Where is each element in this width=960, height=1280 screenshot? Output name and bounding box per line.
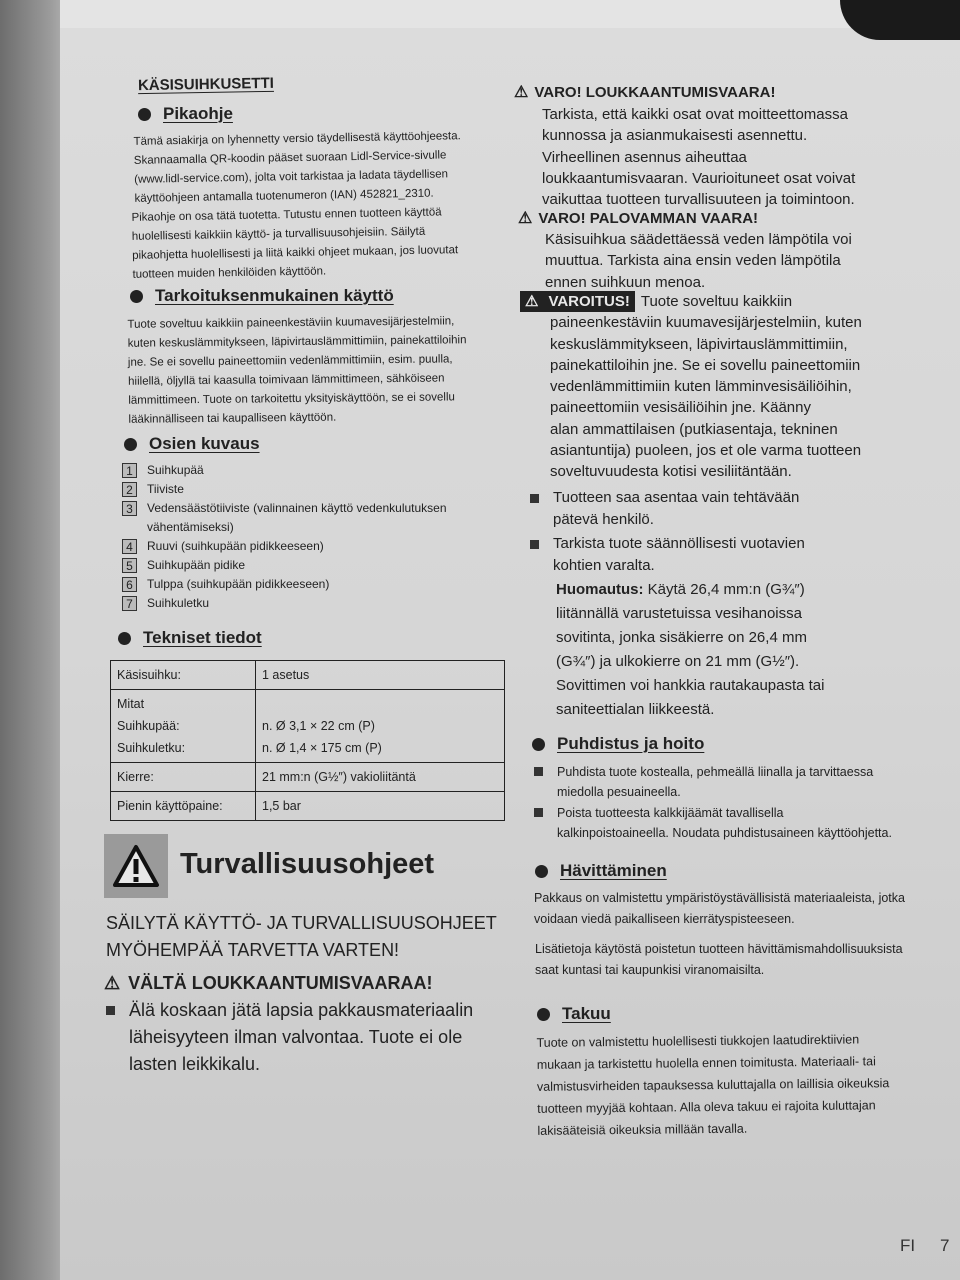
list-item bbox=[122, 499, 447, 537]
footer-page-number: 7 bbox=[940, 1236, 950, 1255]
table-row bbox=[111, 661, 505, 690]
clean-bullet-1 bbox=[534, 762, 873, 802]
text-line: Tarkista, että kaikki osat ovat moitteettomassa bbox=[542, 106, 848, 123]
warning-burn-heading bbox=[518, 208, 758, 228]
text-line: Tuote soveltuu kaikkiin bbox=[640, 293, 793, 310]
text-line: Puhdista tuote kostealla, pehmeällä liinalla ja tarvittaessa bbox=[557, 765, 874, 779]
heading-text: Puhdistus ja hoito bbox=[557, 734, 705, 753]
warning-triangle-icon: ⚠ bbox=[518, 210, 533, 227]
text-line: soveltuvuudesta kotisi vesiliitäntään. bbox=[550, 463, 792, 481]
heading-text: Pikaohje bbox=[163, 104, 233, 123]
note-label: Huomautus: bbox=[556, 581, 644, 598]
text-line: kuten keskuslämmitykseen, läpivirtauslämmittimiin, painekattiloihin bbox=[127, 334, 467, 350]
text-line: saniteettialan liikkeestä. bbox=[556, 701, 715, 718]
kaytto-paragraph bbox=[127, 312, 467, 430]
bullet-dot-icon bbox=[130, 290, 143, 303]
spec-key: Mitat bbox=[117, 697, 145, 711]
list-item bbox=[122, 575, 447, 594]
text-line: (G¾″) ja ulkokierre on 21 mm (G½″). bbox=[556, 653, 800, 670]
text-line: saat kuntasi tai kaupunkisi viranomaisilta. bbox=[535, 963, 765, 977]
table-row bbox=[111, 763, 505, 792]
clean-bullet-2 bbox=[534, 803, 892, 843]
part-number: 2 bbox=[122, 482, 137, 497]
document-title: KÄSISUIHKUSETTI bbox=[137, 74, 274, 95]
bullet-square-icon bbox=[534, 767, 543, 776]
bullet-dot-icon bbox=[532, 738, 545, 751]
part-number: 6 bbox=[122, 577, 137, 592]
text-line: huolellisesti kaikkiin käyttö- ja turvallisuusohjeisiin. Säilytä bbox=[131, 225, 426, 243]
text-line: Tuote soveltuu kaikkiin paineenkestäviin kuumavesijärjestelmiin, bbox=[127, 315, 455, 331]
text-line: Pikaohje on osa tätä tuotetta. Tutustu ennen tuotteen käyttöä bbox=[131, 206, 442, 224]
text-line: SÄILYTÄ KÄYTTÖ- JA TURVALLISUUSOHJEET bbox=[106, 913, 497, 933]
text-line: Tarkista tuote säännöllisesti vuotavien bbox=[553, 535, 805, 552]
text-line: Lisätietoja käytöstä poistetun tuotteen hävittämismahdollisuuksista bbox=[535, 942, 903, 956]
heading-text: Takuu bbox=[562, 1004, 611, 1023]
spec-value: n. Ø 3,1 × 22 cm (P) bbox=[262, 719, 375, 733]
spec-key: Kierre: bbox=[111, 763, 256, 792]
heading-havitys bbox=[535, 861, 667, 881]
list-item bbox=[122, 461, 447, 480]
list-item bbox=[122, 480, 447, 499]
warning-injury-heading bbox=[514, 82, 775, 102]
bullet-square-icon bbox=[534, 808, 543, 817]
text-line: pikaohjetta huolellisesti ja liitä kaikki ohjeet mukaan, jos luovutat bbox=[132, 244, 459, 262]
part-label: Ruuvi (suihkupään pidikkeeseen) bbox=[147, 539, 324, 553]
bullet-square-icon bbox=[530, 494, 539, 503]
page-top-edge bbox=[60, 0, 880, 28]
warning-text: VARO! PALOVAMMAN VAARA! bbox=[538, 209, 759, 227]
parts-list bbox=[122, 461, 447, 613]
safety-warning bbox=[104, 970, 432, 997]
text-line: alan ammattilaisen (putkiasentaja, tekninen bbox=[550, 420, 838, 438]
part-number: 3 bbox=[122, 501, 137, 516]
text-line: tuotteen muiden henkilöiden käyttöön. bbox=[132, 265, 327, 281]
bullet-dot-icon bbox=[124, 438, 137, 451]
varoitus-label: VAROITUS! bbox=[543, 291, 634, 312]
list-item bbox=[122, 537, 447, 556]
text-line: käyttöohjeen antamalla tuotenumeron (IAN) 452821_2310. bbox=[134, 187, 434, 205]
specs-table bbox=[110, 660, 505, 821]
text-line: tuotteen myyjää kohtaan. Alla oleva takuu ei rajoita kuluttajan bbox=[537, 1098, 876, 1116]
bullet-dot-icon bbox=[118, 632, 131, 645]
text-line: Tuotteen saa asentaa vain tehtävään bbox=[553, 489, 800, 506]
warning-text: VÄLTÄ LOUKKAANTUMISVAARAA! bbox=[128, 973, 433, 993]
spec-value: 1,5 bar bbox=[256, 792, 505, 821]
warning-burn-text bbox=[545, 229, 852, 293]
text-line: vaikuttaa tuotteen turvallisuuteen ja toimintoon. bbox=[542, 191, 855, 209]
warning-text: VARO! LOUKKAANTUMISVAARA! bbox=[534, 83, 776, 101]
bullet-dot-icon bbox=[138, 108, 151, 121]
check-bullet bbox=[530, 533, 805, 577]
warning-injury-text bbox=[542, 104, 855, 210]
text-line: mukaan ja tarkistettu huolella ennen toimitusta. Materiaali- tai bbox=[536, 1054, 876, 1072]
text-line: kalkinpoistoaineella. Noudata puhdistusaineen käyttöohjetta. bbox=[557, 826, 892, 840]
text-line: kunnossa ja asianmukaisesti asennettu. bbox=[542, 127, 808, 145]
spec-key: Käsisuihku: bbox=[111, 661, 256, 690]
text-line: paineettomiin vesisäiliöihin jne. Käänny bbox=[550, 399, 811, 417]
text-line: Tuote on valmistettu huolellisesti tiukkojen laatudirektiivien bbox=[536, 1032, 860, 1050]
part-label: Suihkupään pidike bbox=[147, 558, 246, 572]
text-line: painekattiloihin jne. Se ei sovellu paineettomiin bbox=[550, 356, 861, 374]
warning-triangle-icon: ⚠ bbox=[514, 84, 529, 101]
text-line: keskuslämmitykseen, läpivirtauslämmittimiin, bbox=[550, 335, 848, 353]
text-line: liitännällä varustetuissa vesihanoissa bbox=[556, 605, 802, 622]
text-line: muuttua. Tarkista aina ensin veden lämpötila bbox=[545, 252, 841, 270]
text-line: (www.lidl-service.com), jolta voit tarkistaa ja ladata täydellisen bbox=[134, 168, 449, 186]
spec-value: n. Ø 1,4 × 175 cm (P) bbox=[262, 741, 382, 755]
text-line: läheisyyteen ilman valvontaa. Tuote ei ole bbox=[129, 1027, 463, 1047]
spec-key: Suihkuletku: bbox=[117, 741, 186, 755]
text-line: Virheellinen asennus aiheuttaa bbox=[542, 148, 747, 166]
text-line: lämmittimeen. Tuote on tarkoitettu yksityiskäyttöön, se ei sovellu bbox=[128, 391, 455, 407]
text-line: vedenlämmittimiin kuten lämminvesisäiliöihin, bbox=[550, 378, 852, 396]
heading-takuu bbox=[537, 1004, 611, 1024]
bullet-square-icon bbox=[106, 1006, 115, 1015]
part-number: 1 bbox=[122, 463, 137, 478]
heading-kaytto bbox=[130, 286, 394, 306]
part-label-cont: vähentämiseksi) bbox=[147, 520, 234, 534]
havitys-para-2 bbox=[535, 939, 903, 981]
varoitus-block bbox=[520, 291, 862, 483]
text-line: Sovittimen voi hankkia rautakaupasta tai bbox=[556, 677, 825, 694]
table-row bbox=[111, 690, 505, 763]
text-line: Pakkaus on valmistettu ympäristöystävällisistä materiaaleista, jotka bbox=[534, 891, 905, 905]
text-line: paineenkestäviin kuumavesijärjestelmiin, kuten bbox=[550, 314, 862, 332]
bullet-dot-icon bbox=[535, 865, 548, 878]
part-label: Vedensäästötiiviste (valinnainen käyttö vedenkulutuksen bbox=[147, 501, 447, 515]
heading-text: Tarkoituksenmukainen käyttö bbox=[155, 286, 394, 305]
text-line: asiantuntija) puoleen, jos et ole varma tuotteen bbox=[550, 442, 862, 460]
heading-pikaohje bbox=[138, 104, 233, 124]
varoitus-badge: ⚠ bbox=[520, 291, 543, 312]
spec-value: 21 mm:n (G½″) vakioliitäntä bbox=[256, 763, 505, 792]
text-line: hiilellä, öljyllä tai kaasulla toimivaan lämmittimeen, sähköiseen bbox=[128, 372, 445, 388]
text-line: Poista tuotteesta kalkkijäämät tavallisella bbox=[557, 806, 784, 820]
text-line: MYÖHEMPÄÄ TARVETTA VARTEN! bbox=[106, 940, 400, 960]
text-line: lasten leikkikalu. bbox=[129, 1054, 261, 1074]
text-line: jne. Se ei sovellu paineettomiin vedenlämmittimiin, esim. puulla, bbox=[127, 353, 453, 369]
install-bullet bbox=[530, 487, 799, 531]
text-line: Skannaamalla QR-koodin pääset suoraan Lidl-Service-sivulle bbox=[133, 149, 447, 167]
heading-text: Tekniset tiedot bbox=[143, 628, 262, 647]
warning-triangle-icon bbox=[104, 834, 168, 898]
text-line: voidaan viedä paikalliseen kierrätyspisteeseen. bbox=[534, 912, 795, 926]
heading-puhdistus bbox=[532, 734, 704, 754]
heading-osat bbox=[124, 434, 260, 454]
pikaohje-para-2 bbox=[131, 203, 458, 285]
text-line: Tämä asiakirja on lyhennetty versio täydellisestä käyttöohjeesta. bbox=[133, 130, 461, 148]
text-line: pätevä henkilö. bbox=[553, 511, 654, 528]
safety-bullet bbox=[106, 997, 473, 1078]
text-line: lakisääteisiä oikeuksia millään tavalla. bbox=[537, 1121, 748, 1138]
text-line: sovitinta, jonka sisäkierre on 26,4 mm bbox=[556, 629, 807, 646]
part-label: Tiiviste bbox=[147, 482, 184, 496]
part-label: Suihkuletku bbox=[147, 596, 210, 610]
text-line: ennen suihkuun menoa. bbox=[545, 273, 706, 291]
part-label: Tulppa (suihkupään pidikkeeseen) bbox=[147, 577, 330, 591]
text-line: valmistusvirheiden tapauksessa kuluttajalla on laillisia oikeuksia bbox=[536, 1076, 890, 1094]
part-number: 7 bbox=[122, 596, 137, 611]
text-line: lääkinnälliseen tai kaupalliseen käyttöön. bbox=[128, 411, 337, 426]
text-line: Älä koskaan jätä lapsia pakkausmateriaalin bbox=[129, 1000, 474, 1020]
pikaohje-para-1 bbox=[133, 127, 462, 209]
text-line: loukkaantumisvaaran. Vaurioituneet osat voivat bbox=[542, 169, 856, 187]
text-line: Käsisuihkua säädettäessä veden lämpötila voi bbox=[545, 231, 852, 248]
bullet-square-icon bbox=[530, 540, 539, 549]
spec-key: Suihkupää: bbox=[117, 719, 180, 733]
warning-triangle-icon: ⚠ bbox=[104, 973, 121, 993]
heading-text: Hävittäminen bbox=[560, 861, 667, 880]
spec-key: Pienin käyttöpaine: bbox=[111, 792, 256, 821]
text-line: miedolla pesuaineella. bbox=[557, 785, 681, 799]
note-block bbox=[556, 578, 824, 722]
heading-tekniset bbox=[118, 628, 262, 648]
havitys-para-1 bbox=[534, 888, 905, 930]
safety-keep-note bbox=[106, 910, 497, 964]
part-number: 4 bbox=[122, 539, 137, 554]
bullet-dot-icon bbox=[537, 1008, 550, 1021]
background-corner bbox=[840, 0, 960, 40]
table-row bbox=[111, 792, 505, 821]
takuu-paragraph bbox=[536, 1028, 889, 1142]
footer-language: FI bbox=[900, 1236, 916, 1255]
list-item bbox=[122, 556, 447, 575]
text-line: Käytä 26,4 mm:n (G¾″) bbox=[647, 581, 805, 598]
text-line: kohtien varalta. bbox=[553, 557, 655, 574]
heading-text: Osien kuvaus bbox=[149, 434, 260, 453]
safety-heading: Turvallisuusohjeet bbox=[180, 848, 435, 880]
part-label: Suihkupää bbox=[147, 463, 204, 477]
list-item bbox=[122, 594, 447, 613]
spec-value: 1 asetus bbox=[256, 661, 505, 690]
part-number: 5 bbox=[122, 558, 137, 573]
